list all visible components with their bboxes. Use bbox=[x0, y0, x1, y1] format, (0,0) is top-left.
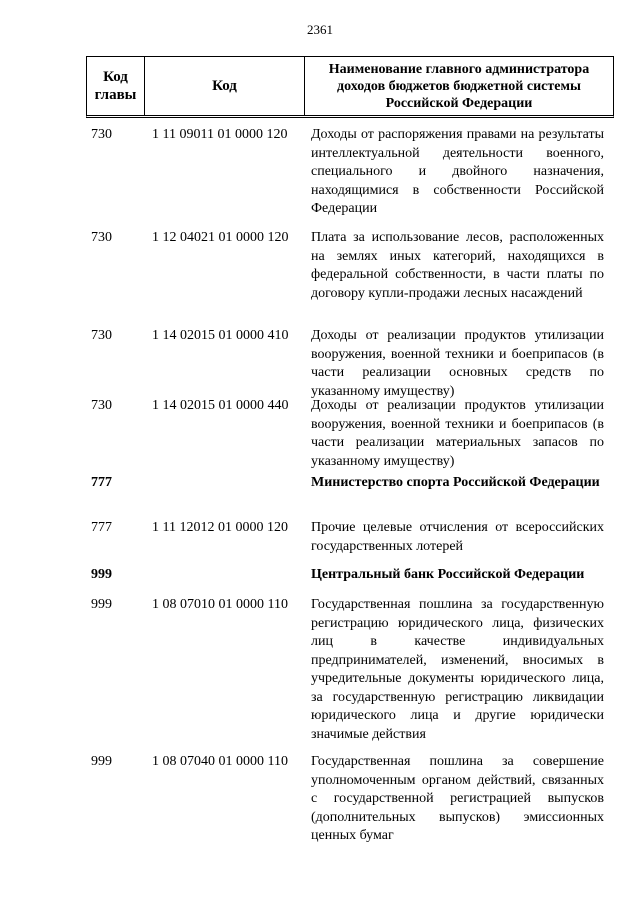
chapter-code: 730 bbox=[91, 230, 112, 245]
chapter-code: 777 bbox=[91, 475, 112, 490]
header-chapter-code: Код главы bbox=[87, 57, 145, 115]
administrator-name: Центральный банк Российской Федерации bbox=[311, 567, 585, 582]
header-code: Код bbox=[145, 57, 305, 115]
chapter-code: 999 bbox=[91, 754, 112, 769]
revenue-code: 1 14 02015 01 0000 440 bbox=[152, 398, 289, 413]
revenue-name: Доходы от реализации продуктов утилизации вооружения, военной техники и боеприпасов (в части реализации основных средств по указанному имуществу) bbox=[311, 328, 604, 399]
revenue-name: Доходы от реализации продуктов утилизации вооружения, военной техники и боеприпасов (в части реализации материальных запасов по указанному имуществу) bbox=[311, 398, 604, 469]
page-number: 2361 bbox=[307, 22, 333, 37]
chapter-code: 730 bbox=[91, 398, 112, 413]
revenue-code: 1 08 07040 01 0000 110 bbox=[152, 754, 288, 769]
chapter-code: 730 bbox=[91, 328, 112, 343]
chapter-code: 999 bbox=[91, 597, 112, 612]
chapter-code: 999 bbox=[91, 567, 112, 582]
revenue-code: 1 08 07010 01 0000 110 bbox=[152, 597, 288, 612]
revenue-name: Государственная пошлина за государственную регистрацию юридического лица, физических лиц в качестве индивидуальных предпринимателей, изменений, вносимых в учредительные документы юридического лица, за государственную регистрацию ликвидации юридического лица и другие юридически значимые действия bbox=[311, 597, 604, 742]
chapter-code: 777 bbox=[91, 520, 112, 535]
revenue-code: 1 14 02015 01 0000 410 bbox=[152, 328, 289, 343]
chapter-code: 730 bbox=[91, 127, 112, 142]
revenue-code: 1 11 09011 01 0000 120 bbox=[152, 127, 288, 142]
revenue-name: Доходы от распоряжения правами на результаты интеллектуальной деятельности военного, специального и двойного назначения, находящимися в собственности Российской Федерации bbox=[311, 127, 604, 216]
revenue-name: Прочие целевые отчисления от всероссийских государственных лотерей bbox=[311, 520, 604, 554]
revenue-code: 1 11 12012 01 0000 120 bbox=[152, 520, 288, 535]
revenue-name: Плата за использование лесов, расположенных на землях иных категорий, находящихся в федеральной собственности, в части платы по договору купли-продажи лесных насаждений bbox=[311, 230, 604, 301]
revenue-code: 1 12 04021 01 0000 120 bbox=[152, 230, 289, 245]
table-header bbox=[86, 56, 614, 118]
revenue-name: Государственная пошлина за совершение уполномоченным органом действий, связанных с государственной регистрацией выпусков (дополнительных выпусков) эмиссионных ценных бумаг bbox=[311, 754, 604, 843]
administrator-name: Министерство спорта Российской Федерации bbox=[311, 475, 600, 490]
header-administrator-name: Наименование главного администратора доходов бюджетов бюджетной системы Российской Федерации bbox=[328, 61, 590, 111]
